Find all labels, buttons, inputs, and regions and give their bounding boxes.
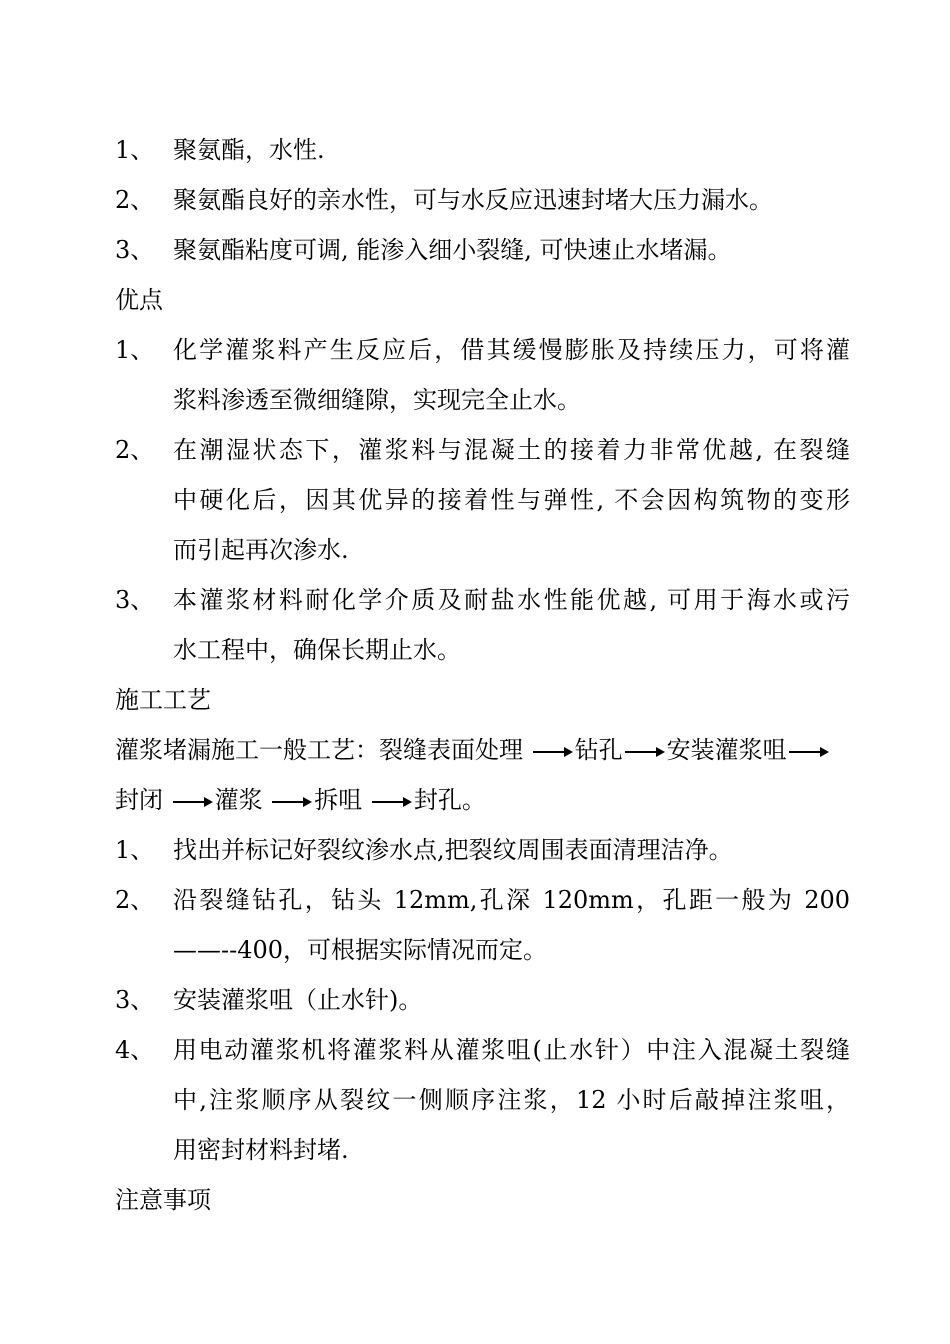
process-flow-line-2 [115,775,850,825]
arrow-right-icon [533,747,573,757]
list-text: 聚氨酯良好的亲水性，可与水反应迅速封堵大压力漏水。 [173,186,773,214]
process-flow-line-1 [115,725,850,775]
list-number: 2、 [115,886,155,914]
flow-step: 安装灌浆咀 [666,736,787,764]
list-text: 聚氨酯粘度可调, 能渗入细小裂缝, 可快速止水堵漏。 [173,236,732,264]
list-text: 中硬化后，因其优异的接着性与弹性, 不会因构筑物的变形 [173,486,850,514]
section-heading-advantages: 优点 [115,286,163,314]
arrow-right-icon [173,797,213,807]
arrow-right-icon [272,797,312,807]
list-text: 聚氨酯，水性. [173,136,325,164]
list-number: 3、 [115,986,155,1014]
arrow-right-icon [372,797,412,807]
list-number: 2、 [115,436,155,464]
list-text: 本灌浆材料耐化学介质及耐盐水性能优越, 可用于海水或污 [173,586,850,614]
flow-intro: 灌浆堵漏施工一般工艺：裂缝表面处理 [115,736,523,764]
list-text: 沿裂缝钻孔，钻头 12mm,孔深 120mm，孔距一般为 200 [173,886,850,914]
list-text: 而引起再次渗水. [173,536,349,564]
list-text: 在潮湿状态下，灌浆料与混凝土的接着力非常优越, 在裂缝 [173,436,850,464]
list-text: 找出并标记好裂纹渗水点,把裂纹周围表面清理洁净。 [173,836,733,864]
section-heading-process: 施工工艺 [115,686,211,714]
flow-step: 拆咀 [314,786,363,814]
list-text: 安装灌浆咀（止水针)。 [173,986,423,1014]
list-number: 1、 [115,136,155,164]
list-text: 中,注浆顺序从裂纹一侧顺序注浆，12 小时后敲掉注浆咀， [173,1086,850,1114]
list-number: 3、 [115,586,155,614]
list-text: 水工程中，确保长期止水。 [173,636,461,664]
flow-step: 封孔。 [413,786,486,814]
list-number: 1、 [115,836,155,864]
list-text: 用密封材料封堵. [173,1136,349,1164]
list-number: 1、 [115,336,155,364]
list-text: 用电动灌浆机将灌浆料从灌浆咀(止水针）中注入混凝土裂缝 [173,1036,850,1064]
flow-step: 灌浆 [214,786,263,814]
flow-step: 封闭 [115,786,163,814]
list-text: ——--400，可根据实际情况而定。 [173,936,548,964]
list-text: 浆料渗透至微细缝隙，实现完全止水。 [173,386,581,414]
list-number: 3、 [115,236,155,264]
list-number: 2、 [115,186,155,214]
list-number: 4、 [115,1036,155,1064]
flow-step: 钻孔 [574,736,623,764]
section-heading-notes: 注意事项 [115,1186,211,1214]
list-text: 化学灌浆料产生反应后，借其缓慢膨胀及持续压力，可将灌 [173,336,850,364]
arrow-right-icon [625,747,665,757]
arrow-right-icon [789,747,829,757]
